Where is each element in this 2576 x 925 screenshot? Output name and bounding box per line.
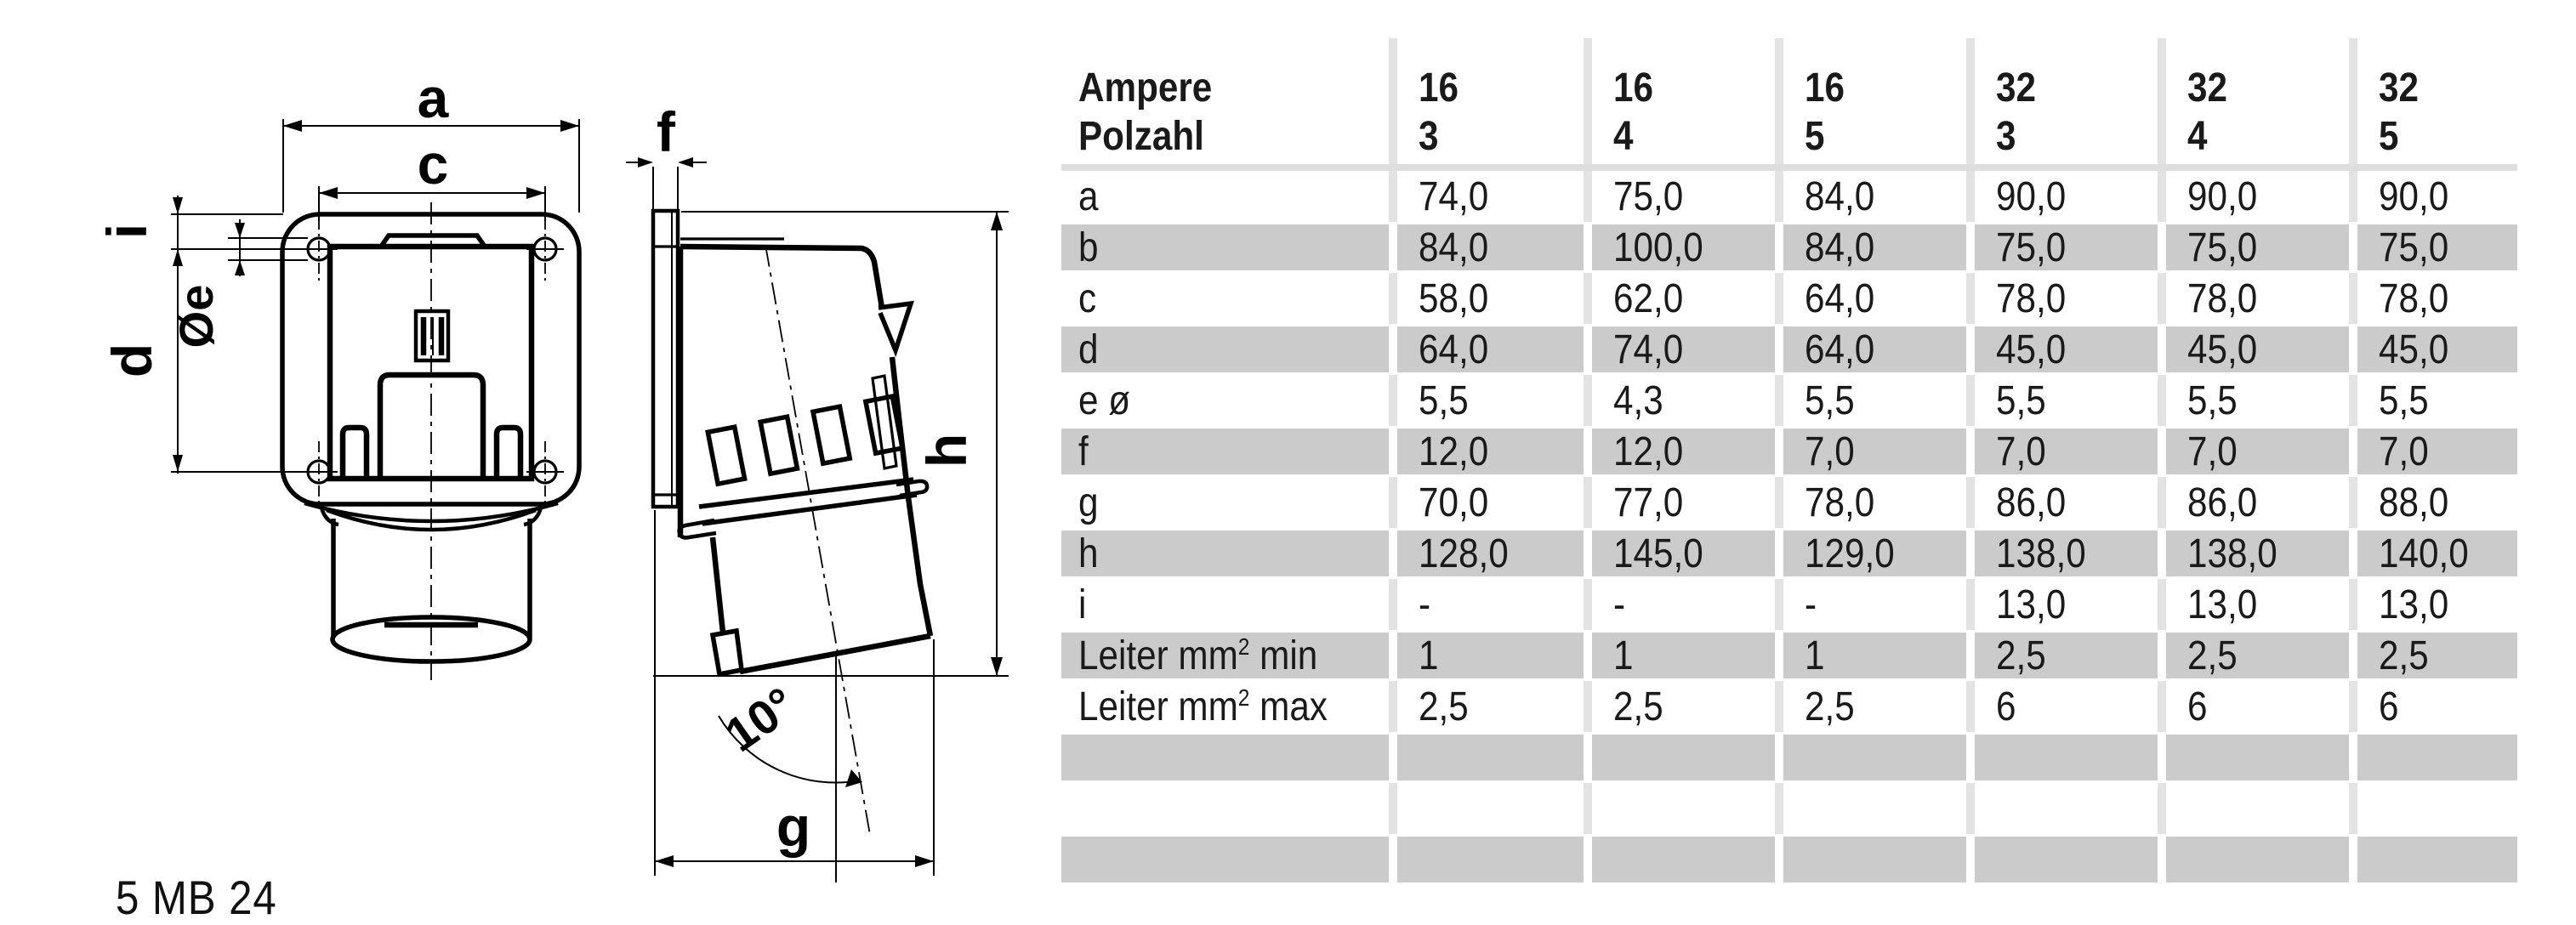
cell bbox=[1584, 477, 1775, 528]
cell-value: 64,0 bbox=[1805, 326, 1875, 372]
cell bbox=[2158, 375, 2349, 426]
cell bbox=[1775, 273, 1966, 324]
row-label-cell bbox=[1061, 273, 1389, 324]
cell-value: 78,0 bbox=[2379, 275, 2449, 321]
cell-value: 45,0 bbox=[2379, 326, 2449, 372]
dim-label-h: h bbox=[915, 433, 978, 468]
table-header-row bbox=[1061, 38, 2517, 164]
dimension-row-b bbox=[1061, 222, 2517, 273]
polzahl-value: 3 bbox=[1996, 114, 2016, 159]
cell bbox=[1775, 528, 1966, 579]
cell-value: 7,0 bbox=[1805, 428, 1855, 474]
dim-label-f: f bbox=[657, 100, 675, 163]
cell bbox=[1775, 426, 1966, 477]
row-label: i bbox=[1078, 582, 1087, 627]
cell-value: 1 bbox=[1419, 633, 1439, 678]
ampere-value: 16 bbox=[1613, 65, 1653, 111]
column-header-16-3 bbox=[1389, 38, 1584, 164]
empty-row bbox=[1061, 783, 2517, 834]
cell bbox=[1966, 681, 2158, 732]
cell-value: 7,0 bbox=[2379, 428, 2429, 474]
cell-value: 12,0 bbox=[1613, 428, 1684, 474]
cell-value: 138,0 bbox=[1996, 531, 2086, 576]
cell bbox=[1389, 222, 1584, 273]
column-header-16-4 bbox=[1584, 38, 1775, 164]
cell bbox=[1584, 171, 1775, 222]
cell-value: 2,5 bbox=[1613, 684, 1663, 729]
cell bbox=[2349, 273, 2517, 324]
column-header-32-3 bbox=[1966, 38, 2158, 164]
cell bbox=[1775, 324, 1966, 375]
technical-drawing bbox=[0, 0, 1046, 924]
cell bbox=[2349, 528, 2517, 579]
cell bbox=[1584, 834, 1775, 885]
cell-value: 2,5 bbox=[2379, 633, 2429, 678]
tilted-housing bbox=[680, 239, 930, 835]
ampere-value: 16 bbox=[1419, 65, 1459, 111]
cell bbox=[2158, 681, 2349, 732]
row-label: g bbox=[1078, 480, 1099, 525]
cell bbox=[2349, 579, 2517, 630]
dimension-row-g bbox=[1061, 477, 2517, 528]
dimension-row-f bbox=[1061, 426, 2517, 477]
dim-label-diameter-e: Øe bbox=[169, 284, 223, 349]
row-label-cell bbox=[1061, 171, 1389, 222]
cell bbox=[1966, 783, 2158, 834]
row-label: e ø bbox=[1078, 377, 1131, 423]
cell-value: 100,0 bbox=[1613, 224, 1703, 270]
part-number-text: 5 MB 24 bbox=[116, 871, 277, 924]
dim-label-i: i bbox=[95, 223, 158, 240]
empty-row bbox=[1061, 732, 2517, 783]
cell-value: 1 bbox=[1805, 633, 1825, 678]
cell-value: 45,0 bbox=[2187, 326, 2258, 372]
cell bbox=[2158, 834, 2349, 885]
cell-value: 84,0 bbox=[1805, 173, 1875, 219]
cell-value: 90,0 bbox=[2187, 173, 2258, 219]
cell-value: 5,5 bbox=[1419, 377, 1469, 423]
cell bbox=[1966, 630, 2158, 681]
cell-value: 84,0 bbox=[1419, 224, 1489, 270]
row-label-cell bbox=[1061, 426, 1389, 477]
cell-value: 62,0 bbox=[1613, 275, 1684, 321]
cell-value: - bbox=[1805, 582, 1817, 627]
cell-value: 13,0 bbox=[2187, 582, 2258, 627]
cell bbox=[2158, 426, 2349, 477]
spec-row-leiter-max bbox=[1061, 681, 2517, 732]
ampere-value: 32 bbox=[1996, 65, 2036, 111]
cell bbox=[1966, 834, 2158, 885]
cell bbox=[2349, 630, 2517, 681]
dim-label-c: c bbox=[417, 133, 449, 196]
cell bbox=[1389, 834, 1584, 885]
row-label-cell bbox=[1061, 528, 1389, 579]
dimension-d bbox=[100, 343, 163, 377]
cell bbox=[2349, 783, 2517, 834]
cell-value: 4,3 bbox=[1613, 377, 1663, 423]
cell bbox=[1389, 171, 1584, 222]
cell bbox=[2158, 324, 2349, 375]
front-view bbox=[95, 66, 579, 680]
row-label-cell bbox=[1061, 477, 1389, 528]
dimension-row-h bbox=[1061, 528, 2517, 579]
cell bbox=[1775, 222, 1966, 273]
row-label: f bbox=[1078, 428, 1089, 474]
cell bbox=[1966, 375, 2158, 426]
row-label-post: min bbox=[1249, 633, 1318, 678]
row-label-cell bbox=[1061, 222, 1389, 273]
cell-value: 74,0 bbox=[1419, 173, 1489, 219]
dim-label-a: a bbox=[417, 66, 449, 129]
cell bbox=[1584, 324, 1775, 375]
cell bbox=[1584, 681, 1775, 732]
cell bbox=[1966, 324, 2158, 375]
cell-value: 5,5 bbox=[1805, 377, 1855, 423]
row-label-cell bbox=[1061, 630, 1389, 681]
cell-value: 58,0 bbox=[1419, 275, 1489, 321]
row-label: h bbox=[1078, 531, 1099, 576]
cell-value: 77,0 bbox=[1613, 480, 1684, 525]
cell-value: 75,0 bbox=[2379, 224, 2449, 270]
cell bbox=[2158, 273, 2349, 324]
cell bbox=[1389, 426, 1584, 477]
cell-value: 13,0 bbox=[1996, 582, 2067, 627]
cell bbox=[1775, 375, 1966, 426]
cell bbox=[1389, 630, 1584, 681]
cell bbox=[2349, 222, 2517, 273]
cell bbox=[2349, 732, 2517, 783]
column-header-32-4 bbox=[2158, 38, 2349, 164]
header-label-cell bbox=[1061, 38, 1389, 164]
header-ampere-label: Ampere bbox=[1078, 65, 1213, 111]
row-label: c bbox=[1078, 275, 1097, 321]
empty-row bbox=[1061, 834, 2517, 885]
cell bbox=[1389, 477, 1584, 528]
polzahl-value: 4 bbox=[1613, 114, 1634, 159]
cell bbox=[1966, 426, 2158, 477]
part-number bbox=[88, 814, 299, 925]
cell-value: 74,0 bbox=[1613, 326, 1684, 372]
cell-value: 13,0 bbox=[2379, 582, 2449, 627]
cell bbox=[1389, 528, 1584, 579]
dim-label-d: d bbox=[100, 343, 163, 378]
cell bbox=[2158, 630, 2349, 681]
cell-value: 6 bbox=[1996, 684, 2016, 729]
row-label: a bbox=[1078, 173, 1099, 219]
row-label-post: max bbox=[1249, 684, 1328, 729]
cell-value: - bbox=[1613, 582, 1626, 627]
cell-value: 64,0 bbox=[1419, 326, 1489, 372]
cell bbox=[1584, 528, 1775, 579]
cell bbox=[2158, 579, 2349, 630]
cell bbox=[2349, 426, 2517, 477]
row-label-sup: 2 bbox=[1237, 633, 1250, 660]
header-polzahl-label: Polzahl bbox=[1078, 114, 1204, 159]
dimension-row-i bbox=[1061, 579, 2517, 630]
polzahl-value: 4 bbox=[2187, 114, 2208, 159]
cell bbox=[2349, 477, 2517, 528]
side-view bbox=[626, 100, 1009, 882]
row-label: Leiter mm bbox=[1078, 633, 1238, 678]
cell bbox=[1389, 375, 1584, 426]
cell bbox=[1061, 834, 1389, 885]
wall-plate bbox=[653, 211, 678, 507]
cell bbox=[1061, 783, 1389, 834]
cell-value: 5,5 bbox=[1996, 377, 2046, 423]
cell-value: 2,5 bbox=[2187, 633, 2238, 678]
polzahl-value: 5 bbox=[2379, 114, 2399, 159]
cell bbox=[2349, 171, 2517, 222]
cell bbox=[1389, 579, 1584, 630]
dimension-row-e bbox=[1061, 375, 2517, 426]
cell bbox=[1775, 681, 1966, 732]
dim-label-g: g bbox=[776, 795, 811, 858]
dimension-c bbox=[319, 133, 545, 221]
cell bbox=[1389, 732, 1584, 783]
cell bbox=[1775, 477, 1966, 528]
cell bbox=[1584, 732, 1775, 783]
row-label: d bbox=[1078, 326, 1099, 372]
cell bbox=[1775, 579, 1966, 630]
cell bbox=[1389, 324, 1584, 375]
ampere-value: 16 bbox=[1805, 65, 1845, 111]
cell bbox=[1584, 426, 1775, 477]
row-label-cell bbox=[1061, 579, 1389, 630]
row-label-cell bbox=[1061, 324, 1389, 375]
cell-value: 78,0 bbox=[1996, 275, 2067, 321]
dimension-row-d bbox=[1061, 324, 2517, 375]
cell bbox=[1775, 783, 1966, 834]
row-label: Leiter mm bbox=[1078, 684, 1238, 729]
dimension-f bbox=[626, 100, 707, 209]
cell-value: 90,0 bbox=[2379, 173, 2449, 219]
cell bbox=[1584, 783, 1775, 834]
cell-value: 2,5 bbox=[1419, 684, 1469, 729]
cell-value: 90,0 bbox=[1996, 173, 2067, 219]
cell-value: 75,0 bbox=[1996, 224, 2067, 270]
cell-value: 78,0 bbox=[1805, 480, 1875, 525]
cell-value: 86,0 bbox=[2187, 480, 2258, 525]
cell bbox=[1775, 171, 1966, 222]
cell bbox=[1775, 630, 1966, 681]
cell-value: 6 bbox=[2187, 684, 2208, 729]
ampere-value: 32 bbox=[2187, 65, 2227, 111]
cell bbox=[2158, 732, 2349, 783]
cell bbox=[1775, 732, 1966, 783]
cell bbox=[1966, 732, 2158, 783]
cell-value: 75,0 bbox=[1613, 173, 1684, 219]
cell bbox=[1061, 732, 1389, 783]
cell-value: 84,0 bbox=[1805, 224, 1875, 270]
cell bbox=[1966, 528, 2158, 579]
header-separator-band bbox=[1061, 164, 2517, 171]
cell bbox=[1966, 171, 2158, 222]
cell bbox=[2349, 834, 2517, 885]
keyway-detail bbox=[416, 311, 448, 360]
cell-value: 5,5 bbox=[2187, 377, 2238, 423]
cell-value: 7,0 bbox=[2187, 428, 2238, 474]
cell-value: 5,5 bbox=[2379, 377, 2429, 423]
cell-value: 64,0 bbox=[1805, 275, 1875, 321]
angle-label: 10° bbox=[715, 676, 805, 763]
row-label-cell bbox=[1061, 681, 1389, 732]
cell bbox=[1775, 834, 1966, 885]
cell bbox=[1966, 222, 2158, 273]
polzahl-value: 3 bbox=[1419, 114, 1439, 159]
column-header-32-5 bbox=[2349, 38, 2517, 164]
cell bbox=[1389, 783, 1584, 834]
cell bbox=[1389, 273, 1584, 324]
cell bbox=[1584, 579, 1775, 630]
cell-value: 45,0 bbox=[1996, 326, 2067, 372]
cell-value: 145,0 bbox=[1613, 531, 1703, 576]
cell bbox=[1966, 477, 2158, 528]
cell-value: 88,0 bbox=[2379, 480, 2449, 525]
cell-value: 7,0 bbox=[1996, 428, 2046, 474]
dimension-table bbox=[1061, 38, 2517, 885]
cell bbox=[2158, 171, 2349, 222]
cell bbox=[1584, 630, 1775, 681]
spec-row-leiter-min bbox=[1061, 630, 2517, 681]
cell-value: 138,0 bbox=[2187, 531, 2277, 576]
row-label-cell bbox=[1061, 375, 1389, 426]
cell bbox=[1966, 273, 2158, 324]
vent-slots bbox=[708, 396, 902, 484]
cell bbox=[2158, 477, 2349, 528]
cell bbox=[2158, 222, 2349, 273]
cell bbox=[1584, 222, 1775, 273]
cell-value: - bbox=[1419, 582, 1431, 627]
cell-value: 2,5 bbox=[1996, 633, 2046, 678]
dimension-g bbox=[655, 510, 934, 876]
cell bbox=[1584, 273, 1775, 324]
cell bbox=[2158, 783, 2349, 834]
cell-value: 2,5 bbox=[1805, 684, 1855, 729]
polzahl-value: 5 bbox=[1805, 114, 1825, 159]
cell bbox=[2349, 375, 2517, 426]
cell-value: 86,0 bbox=[1996, 480, 2067, 525]
cell-value: 12,0 bbox=[1419, 428, 1489, 474]
cell-value: 6 bbox=[2379, 684, 2399, 729]
cell bbox=[2158, 528, 2349, 579]
row-label: b bbox=[1078, 224, 1099, 270]
cell bbox=[1966, 579, 2158, 630]
cell-value: 128,0 bbox=[1419, 531, 1509, 576]
cell bbox=[1389, 681, 1584, 732]
cell-value: 75,0 bbox=[2187, 224, 2258, 270]
dimension-diameter-e bbox=[169, 219, 308, 348]
cell-value: 129,0 bbox=[1805, 531, 1895, 576]
cell bbox=[2349, 324, 2517, 375]
dimension-row-a bbox=[1061, 171, 2517, 222]
cell-value: 78,0 bbox=[2187, 275, 2258, 321]
cell-value: 140,0 bbox=[2379, 531, 2469, 576]
column-header-16-5 bbox=[1775, 38, 1966, 164]
cell bbox=[1584, 375, 1775, 426]
cell-value: 70,0 bbox=[1419, 480, 1489, 525]
dimension-h bbox=[653, 212, 1009, 676]
row-label-sup: 2 bbox=[1237, 684, 1250, 711]
cell-value: 1 bbox=[1613, 633, 1634, 678]
ampere-value: 32 bbox=[2379, 65, 2419, 111]
cell bbox=[2349, 681, 2517, 732]
dimension-row-c bbox=[1061, 273, 2517, 324]
